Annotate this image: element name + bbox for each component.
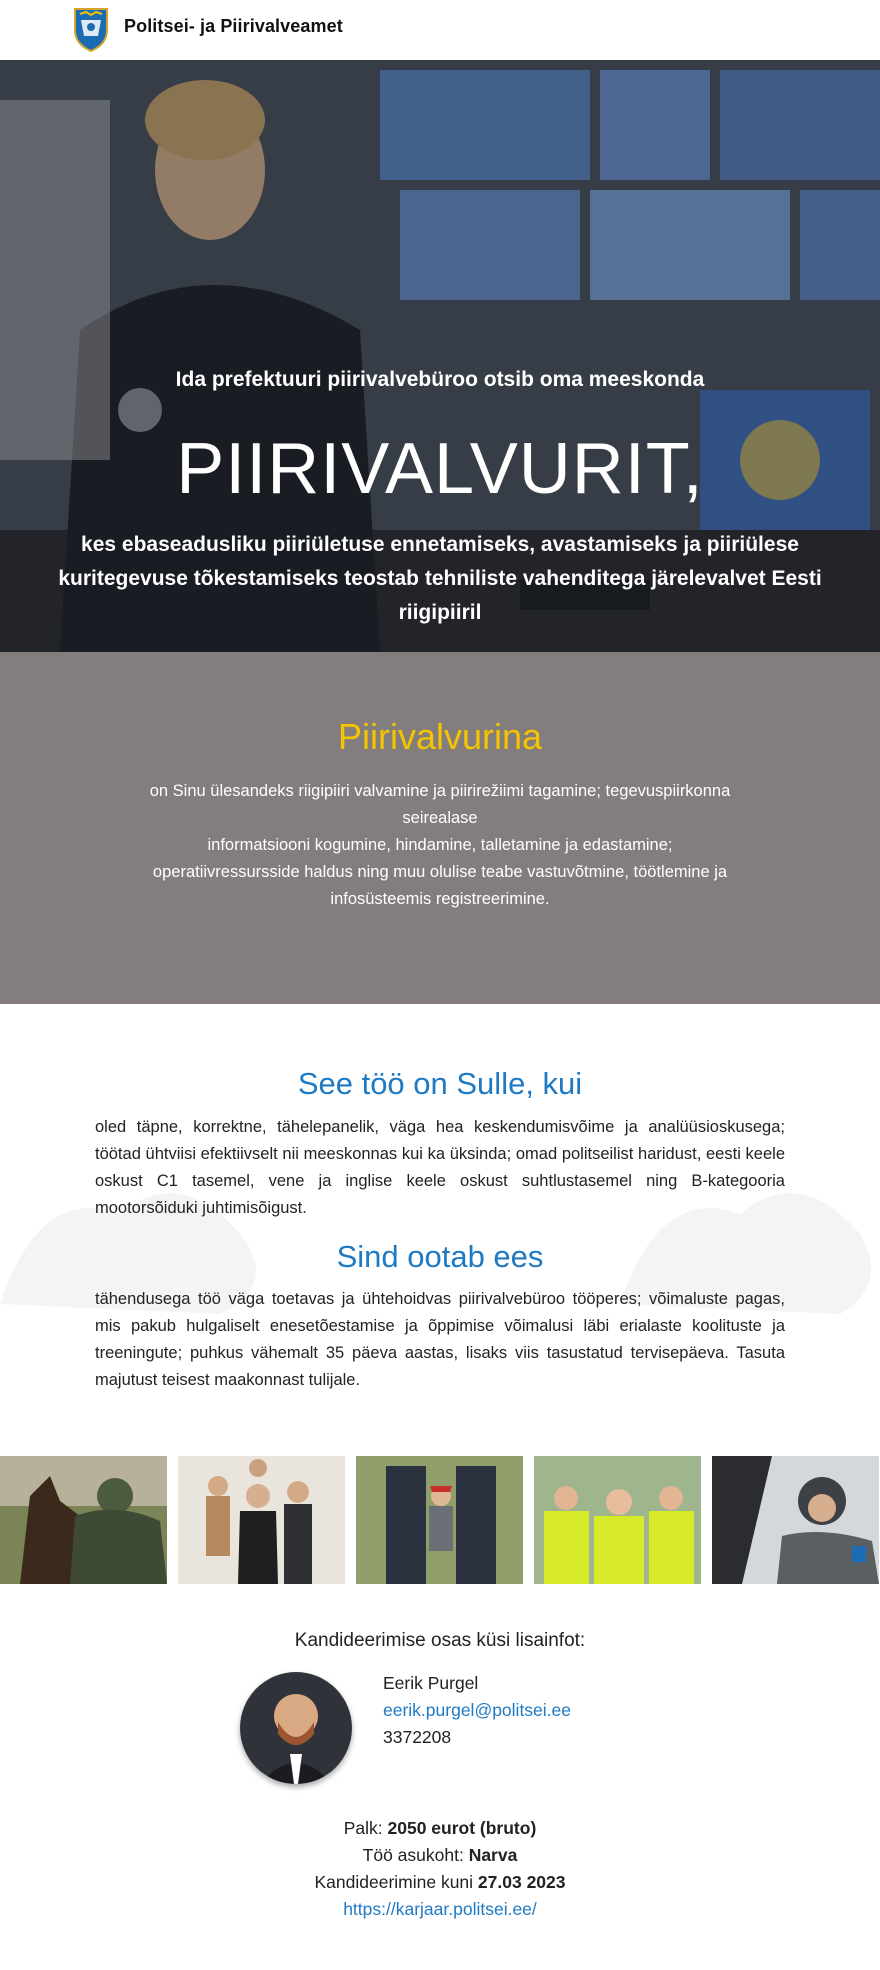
hero-title: PIIRIVALVURIT, — [176, 429, 704, 509]
offer-body: tähendusega töö väga toetavas ja ühtehoidvas piirivalvebüroo tööperes; võimaluste pagas, mis pakub hulgaliselt enesetõestamise ja õppimise võimalusi läbi erialaste koolituste ja treeningute; puhkus vähemalt 35 päeva aastas, lisaks viis tasustatud tervisepäeva. Tasuta majutust teisest maakonnast tulijale. — [95, 1290, 785, 1389]
role-section — [0, 652, 880, 1004]
role-title: Piirivalvurina — [337, 716, 543, 757]
contact-name: Eerik Purgel — [383, 1673, 479, 1693]
contact-email-link[interactable]: eerik.purgel@politsei.ee — [383, 1700, 572, 1720]
salary-label: Palk: — [343, 1818, 388, 1838]
photo-officers-child — [356, 1456, 523, 1584]
role-line-3: operatiivressursside haldus ning muu olulise teabe vastuvõtmine, töötlemine ja infosüsteemis registreerimine. — [152, 863, 728, 908]
role-line-1: on Sinu ülesandeks riigipiiri valvamine ja piirirežiimi tagamine; tegevuspiirkonna seirealase — [149, 782, 731, 827]
photo-dog-handler — [0, 1456, 167, 1584]
salary-value: 2050 eurot (bruto) — [387, 1818, 537, 1838]
deadline-value: 27.03 2023 — [477, 1872, 566, 1892]
hero-description: kes ebaseadusliku piiriületuse ennetamiseks, avastamiseks ja piiriülese kuritegevuse tõkestamiseks teostab tehniliste vahenditega järelevalvet Eesti riigipiiril — [58, 533, 822, 624]
location-value: Narva — [468, 1845, 518, 1865]
salary-row — [0, 1815, 880, 1842]
career-site-link[interactable]: https://karjaar.politsei.ee/ — [343, 1899, 537, 1919]
role-description — [120, 778, 760, 913]
site-header — [0, 0, 880, 60]
contact-phone: 3372208 — [383, 1727, 452, 1747]
contact-heading: Kandideerimise osas küsi lisainfot: — [294, 1630, 586, 1651]
photo-border-guards — [534, 1456, 701, 1584]
deadline-label: Kandideerimine kuni — [314, 1872, 478, 1892]
hero-banner — [0, 60, 880, 652]
job-facts — [0, 1815, 880, 1923]
location-row — [0, 1842, 880, 1869]
contact-avatar — [240, 1672, 352, 1784]
photo-helicopter-pilot — [712, 1456, 879, 1584]
requirements-body: oled täpne, korrektne, tähelepanelik, väga hea keskendumisvõime ja analüüsioskusega; töötad ühtviisi efektiivselt nii meeskonnas kui ka üksinda; omad politseilist haridust, eesti keele oskust C1 tasemel, vene ja inglise keele oskust suhtlustasemel ning B-kategooria mootorsõiduki juhtimisõigust. — [95, 1118, 785, 1217]
location-label: Töö asukoht: — [362, 1845, 469, 1865]
photo-group-office — [178, 1456, 345, 1584]
police-shield-logo-icon[interactable] — [72, 6, 110, 52]
org-name[interactable]: Politsei- ja Piirivalveamet — [124, 16, 343, 36]
requirements-title: See töö on Sulle, kui — [297, 1066, 583, 1101]
info-section — [0, 1004, 880, 1456]
offer-title: Sind ootab ees — [336, 1239, 544, 1274]
deadline-row — [0, 1869, 880, 1896]
photo-strip — [0, 1456, 880, 1584]
career-link-row — [0, 1896, 880, 1923]
role-line-2: informatsiooni kogumine, hindamine, talletamine ja edastamine; — [207, 836, 673, 854]
hero-subtitle: Ida prefektuuri piirivalvebüroo otsib oma meeskonda — [175, 368, 705, 391]
